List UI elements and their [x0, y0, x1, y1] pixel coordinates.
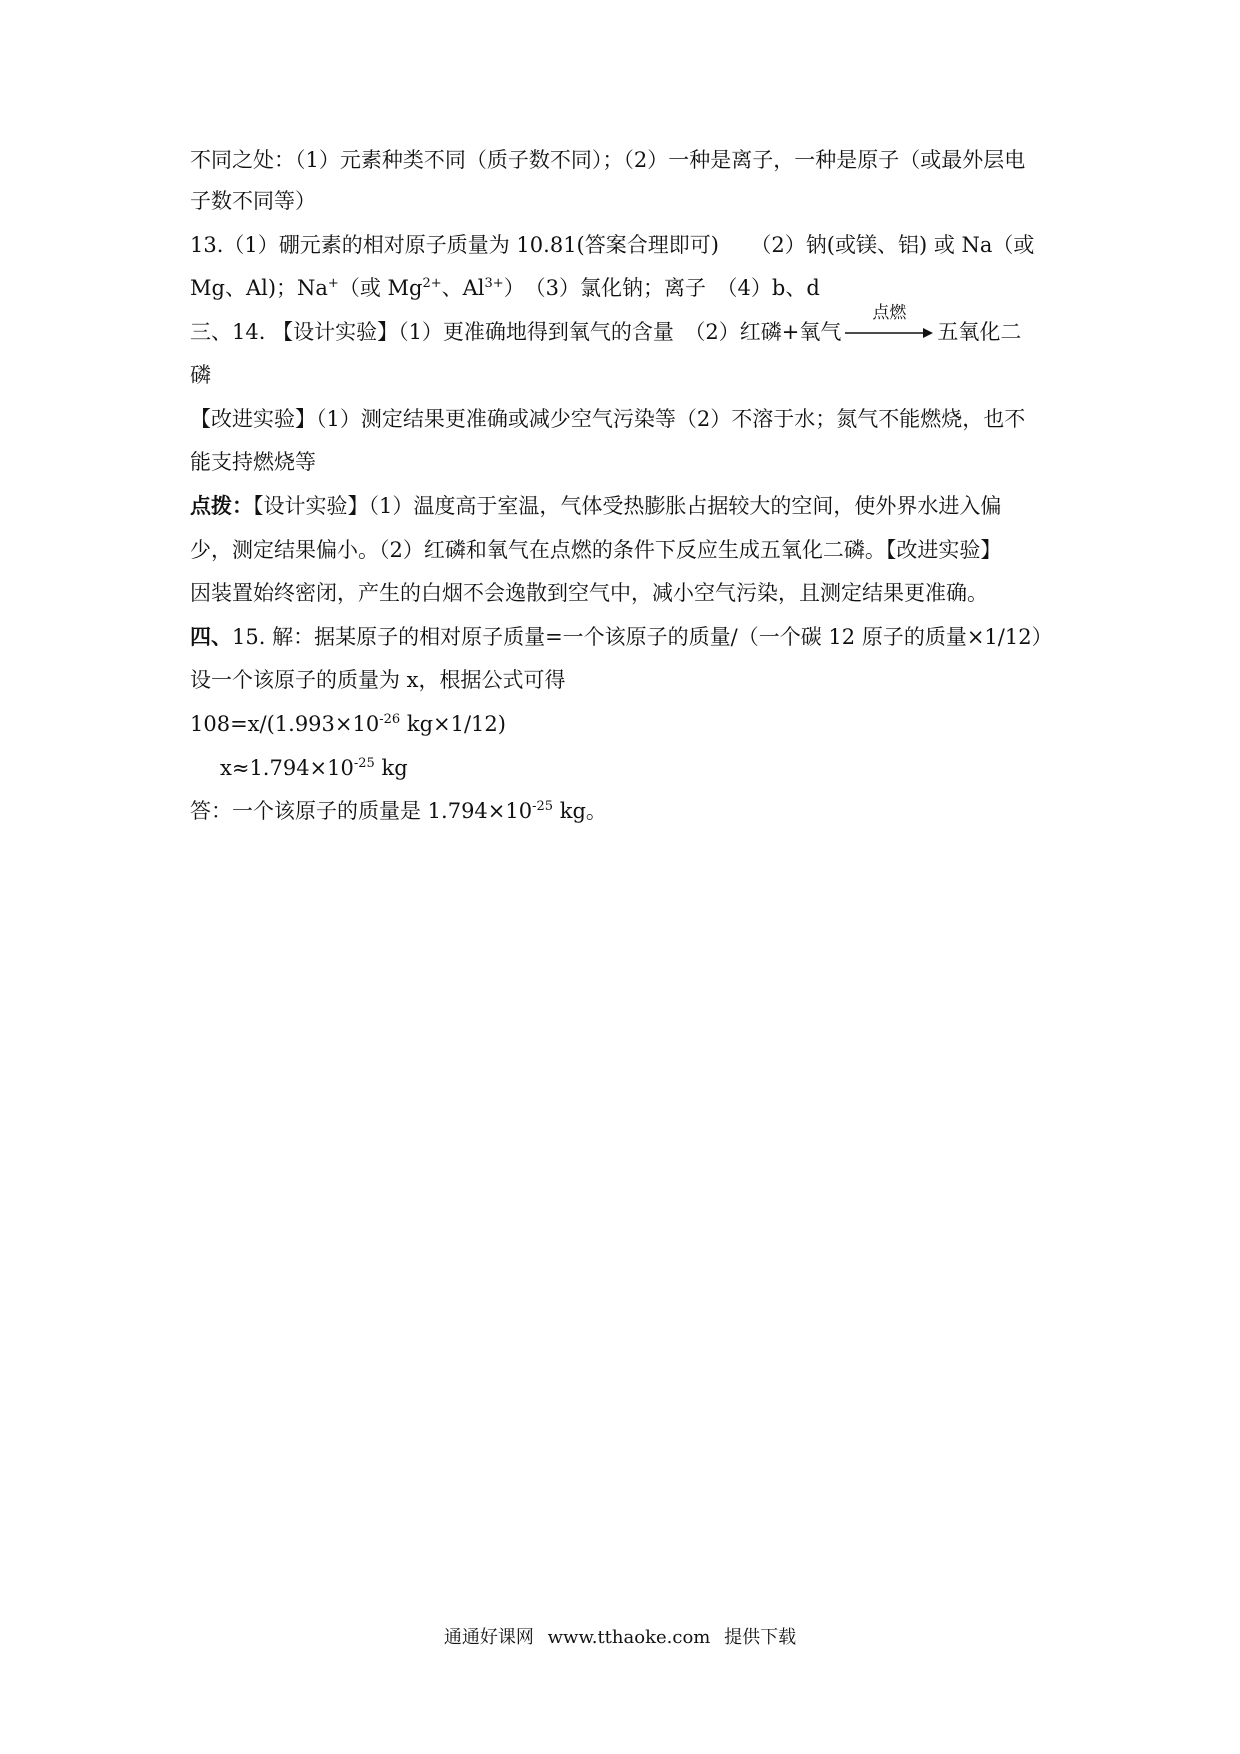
footer-site-name: 通通好课网: [443, 1627, 534, 1648]
page-footer: [0, 1625, 1240, 1651]
text-segment: （或 Mg: [338, 276, 423, 300]
text-line-4: [190, 273, 1060, 303]
text-segment: 五氧化二: [937, 320, 1022, 344]
text-line-15: [190, 753, 1090, 783]
bold-label: 四、: [190, 624, 232, 649]
text-segment: x≈1.794×10: [220, 756, 354, 780]
superscript: -25: [532, 799, 554, 814]
text-line-16: [190, 796, 1060, 826]
footer-note: 提供下载: [724, 1627, 797, 1648]
text-segment: kg×1/12): [400, 712, 506, 736]
text-line-14: [190, 709, 1060, 739]
text-segment: 三、14. 【设计实验】（1）更准确地得到氧气的含量 （2）红磷+氧气: [190, 320, 842, 344]
text-line-6: 磷: [190, 363, 211, 387]
text-line-12: [190, 622, 1060, 652]
superscript: 2+: [422, 276, 442, 291]
text-segment: 15. 解：据某原子的相对原子质量=一个该原子的质量/（一个碳 12 原子的质量×1/12）: [232, 625, 1053, 649]
reaction-arrow: [843, 303, 935, 347]
text-line-9: [190, 491, 1060, 521]
text-line-3: 13.（1）硼元素的相对原子质量为 10.81(答案合理即可) （2）钠(或镁、铝) 或 Na（或: [190, 233, 1035, 257]
text-line-5: [190, 303, 1060, 347]
text-line-7: 【改进实验】（1）测定结果更准确或减少空气污染等（2）不溶于水；氮气不能燃烧，也不: [190, 407, 1026, 431]
right-arrow-icon: [843, 327, 935, 339]
text-line-11: 因装置始终密闭，产生的白烟不会逸散到空气中，减小空气污染，且测定结果更准确。: [190, 581, 988, 605]
text-segment: 108=x/(1.993×10: [190, 712, 380, 736]
text-segment: kg。: [553, 799, 607, 823]
text-segment: kg: [374, 756, 408, 780]
superscript: +: [327, 276, 339, 291]
reaction-condition-label: 点燃: [872, 303, 907, 323]
superscript: 3+: [484, 276, 504, 291]
text-segment: 答：一个该原子的质量是 1.794×10: [190, 799, 533, 823]
text-segment: 、Al: [441, 276, 485, 300]
text-line-13: 设一个该原子的质量为 x，根据公式可得: [190, 668, 566, 692]
superscript: -25: [353, 756, 375, 771]
bold-label: 点拨：: [190, 493, 253, 518]
text-segment: Mg、Al)；Na: [190, 276, 328, 300]
text-segment: ） （3）氯化钠；离子 （4）b、d: [503, 276, 820, 300]
superscript: -26: [379, 712, 401, 727]
text-line-8: 能支持燃烧等: [190, 450, 316, 474]
text-line-1: 不同之处：（1）元素种类不同（质子数不同）；（2）一种是离子，一种是原子（或最外层电: [190, 148, 1026, 172]
text-line-10: 少，测定结果偏小。（2）红磷和氧气在点燃的条件下反应生成五氧化二磷。【改进实验】: [190, 538, 1002, 562]
footer-url: www.tthaoke.com: [547, 1627, 711, 1648]
text-line-2: 子数不同等）: [190, 189, 316, 213]
text-segment: 【设计实验】（1）温度高于室温，气体受热膨胀占据较大的空间，使外界水进入偏: [253, 494, 1002, 518]
